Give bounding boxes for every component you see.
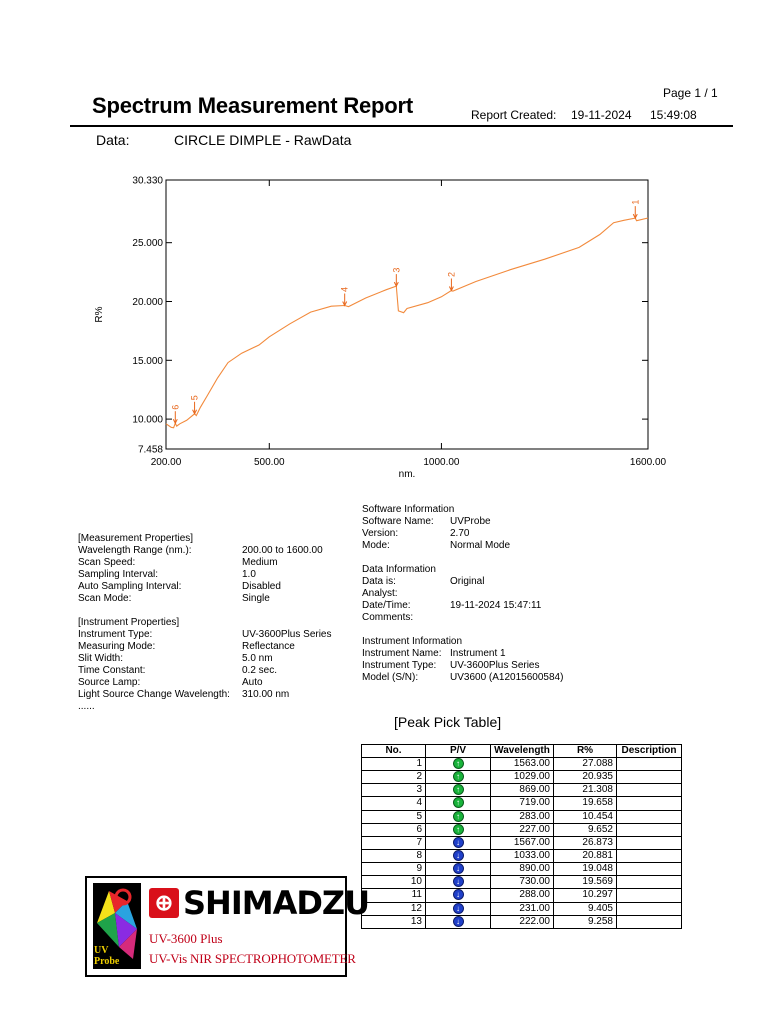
peak-number-label: 1 (630, 199, 641, 205)
peak-up-icon: ↑ (453, 811, 464, 822)
data-info-heading: Data Information (362, 564, 436, 575)
peak-up-icon: ↑ (453, 797, 464, 808)
more-properties-ellipsis: ...... (78, 701, 95, 712)
data-info-key: Date/Time: (362, 600, 411, 611)
instrument-properties-heading: [Instrument Properties] (78, 617, 180, 628)
peak-no-cell: 6 (362, 823, 426, 836)
measurement-property-value: Medium (242, 557, 278, 568)
software-info-value: Normal Mode (450, 540, 511, 551)
instrument-properties-list (78, 629, 348, 701)
peak-wavelength-cell: 1567.00 (491, 836, 554, 849)
peak-no-cell: 12 (362, 902, 426, 915)
peak-r-cell: 9.258 (554, 915, 617, 928)
peak-r-cell: 20.881 (554, 849, 617, 862)
peak-no-cell: 9 (362, 863, 426, 876)
peak-table-row (362, 889, 682, 902)
peak-description-cell (617, 915, 682, 928)
measurement-property-value: Single (242, 593, 270, 604)
instrument-property-key: Instrument Type: (78, 629, 153, 640)
peak-wavelength-cell: 869.00 (491, 784, 554, 797)
instrument-property-key: Time Constant: (78, 665, 146, 676)
info-block (362, 504, 602, 684)
peak-table-row (362, 849, 682, 862)
instrument-property-key: Slit Width: (78, 653, 124, 664)
peak-description-cell (617, 849, 682, 862)
peak-wavelength-cell: 283.00 (491, 810, 554, 823)
data-name-value: CIRCLE DIMPLE - RawData (174, 132, 352, 148)
peak-table-row (362, 784, 682, 797)
software-info-key: Software Name: (362, 516, 434, 527)
measurement-property-key: Scan Mode: (78, 593, 132, 604)
peak-no-cell: 10 (362, 876, 426, 889)
instrument-model-label: UV-3600 Plus (149, 931, 223, 946)
measurement-property-key: Wavelength Range (nm.): (78, 545, 192, 556)
y-tick-label: 7.458 (137, 444, 163, 456)
instrument-property-key: Light Source Change Wavelength: (78, 689, 230, 700)
measurement-property-value: 1.0 (242, 569, 256, 580)
peak-wavelength-cell: 222.00 (491, 915, 554, 928)
peak-no-cell: 2 (362, 771, 426, 784)
software-info-key: Mode: (362, 540, 390, 551)
instrument-info-heading: Instrument Information (362, 636, 463, 647)
valley-down-icon: ↓ (453, 876, 464, 887)
data-info-row (362, 576, 602, 588)
x-tick-label: 1600.00 (629, 457, 667, 468)
properties-block (78, 533, 348, 713)
peak-table-row (362, 915, 682, 928)
axis-ticks (132, 176, 666, 469)
page-number: Page 1 / 1 (663, 86, 718, 100)
peak-up-icon: ↑ (453, 784, 464, 795)
peak-no-cell: 11 (362, 889, 426, 902)
peak-type-cell (426, 876, 491, 889)
peak-r-cell: 19.048 (554, 863, 617, 876)
instrument-info-key: Instrument Type: (362, 660, 437, 671)
instrument-property-row (78, 653, 348, 665)
peak-description-cell (617, 771, 682, 784)
shimadzu-logo-panel (85, 876, 370, 977)
instrument-info-value: UV3600 (A12015600584) (450, 672, 564, 683)
peak-type-cell (426, 823, 491, 836)
measurement-property-key: Sampling Interval: (78, 569, 159, 580)
instrument-property-value: 310.00 nm (242, 689, 290, 700)
shimadzu-wordmark: SHIMADZU (183, 884, 370, 922)
software-info-heading: Software Information (362, 504, 455, 515)
peak-table-row (362, 771, 682, 784)
peak-wavelength-cell: 231.00 (491, 902, 554, 915)
instrument-property-row (78, 629, 348, 641)
instrument-info-key: Model (S/N): (362, 672, 419, 683)
peak-table-row (362, 823, 682, 836)
measurement-properties-heading: [Measurement Properties] (78, 533, 194, 544)
instrument-property-value: Auto (242, 677, 263, 688)
peak-type-cell (426, 797, 491, 810)
valley-down-icon: ↓ (453, 863, 464, 874)
data-info-value: 19-11-2024 15:47:11 (450, 600, 542, 611)
instrument-info-key: Instrument Name: (362, 648, 442, 659)
peak-number-label: 3 (391, 267, 402, 273)
measurement-property-value: 200.00 to 1600.00 (242, 545, 323, 556)
x-axis-label: nm. (398, 469, 416, 480)
valley-down-icon: ↓ (453, 850, 464, 861)
instrument-property-row (78, 677, 348, 689)
data-info-key: Comments: (362, 612, 414, 623)
measurement-properties-list (78, 545, 348, 605)
peak-wavelength-cell: 1029.00 (491, 771, 554, 784)
peak-type-cell (426, 771, 491, 784)
y-tick-label: 20.000 (132, 296, 163, 308)
plot-frame (166, 180, 648, 449)
peak-no-cell: 3 (362, 784, 426, 797)
uvprobe-logo-text: UV Probe (94, 945, 120, 967)
col-no-header: No. (362, 745, 426, 758)
peak-r-cell: 26.873 (554, 836, 617, 849)
peak-table-title: [Peak Pick Table] (394, 714, 502, 730)
data-info-key: Data is: (362, 576, 396, 587)
instrument-info-row (362, 660, 602, 672)
y-tick-label: 15.000 (132, 355, 163, 367)
peak-r-cell: 20.935 (554, 771, 617, 784)
peak-description-cell (617, 863, 682, 876)
measurement-property-row (78, 581, 348, 593)
peak-no-cell: 8 (362, 849, 426, 862)
peak-type-cell (426, 863, 491, 876)
peak-wavelength-cell: 227.00 (491, 823, 554, 836)
plot-border (166, 180, 648, 449)
x-tick-label: 500.00 (253, 457, 285, 468)
peak-number-label: 4 (339, 287, 350, 293)
report-created-time: 15:49:08 (650, 108, 697, 122)
measurement-property-key: Scan Speed: (78, 557, 136, 568)
shimadzu-mark-icon: ⊕ (149, 888, 179, 918)
data-info-value: Original (450, 576, 485, 587)
peak-type-cell (426, 889, 491, 902)
report-title: Spectrum Measurement Report (92, 93, 414, 118)
instrument-property-row (78, 665, 348, 677)
col-r-header: R% (554, 745, 617, 758)
peak-r-cell: 9.405 (554, 902, 617, 915)
data-info-row (362, 588, 602, 600)
valley-down-icon: ↓ (453, 889, 464, 900)
instrument-property-value: Reflectance (242, 641, 295, 652)
peak-no-cell: 13 (362, 915, 426, 928)
peak-no-cell: 1 (362, 758, 426, 771)
peak-wavelength-cell: 890.00 (491, 863, 554, 876)
peak-table-row (362, 810, 682, 823)
peak-no-cell: 4 (362, 797, 426, 810)
measurement-property-row (78, 569, 348, 581)
y-axis-label: R% (94, 306, 105, 323)
valley-down-icon: ↓ (453, 837, 464, 848)
peak-type-cell (426, 849, 491, 862)
peak-description-cell (617, 902, 682, 915)
peak-description-cell (617, 784, 682, 797)
measurement-property-value: Disabled (242, 581, 281, 592)
measurement-property-row (78, 593, 348, 605)
data-info-list (362, 576, 602, 624)
valley-down-icon: ↓ (453, 916, 464, 927)
software-info-value: UVProbe (450, 516, 491, 527)
x-tick-label: 200.00 (150, 457, 182, 468)
col-pv-header: P/V (426, 745, 491, 758)
peak-r-cell: 9.652 (554, 823, 617, 836)
instrument-product-label: UV-Vis NIR SPECTROPHOTOMETER (149, 951, 356, 966)
peak-r-cell: 10.454 (554, 810, 617, 823)
peak-table-row (362, 797, 682, 810)
measurement-property-row (78, 545, 348, 557)
instrument-property-value: 5.0 nm (242, 653, 273, 664)
peak-description-cell (617, 758, 682, 771)
col-description-header: Description (617, 745, 682, 758)
data-info-key: Analyst: (362, 588, 398, 599)
col-wavelength-header: Wavelength (491, 745, 554, 758)
peak-description-cell (617, 836, 682, 849)
software-info-key: Version: (362, 528, 399, 539)
peak-table-row (362, 758, 682, 771)
peak-r-cell: 21.308 (554, 784, 617, 797)
instrument-property-value: 0.2 sec. (242, 665, 278, 676)
peak-table-row (362, 836, 682, 849)
peak-wavelength-cell: 730.00 (491, 876, 554, 889)
peak-type-cell (426, 810, 491, 823)
peak-wavelength-cell: 1033.00 (491, 849, 554, 862)
y-tick-label: 10.000 (132, 414, 163, 426)
peak-type-cell (426, 902, 491, 915)
peak-number-label: 2 (446, 271, 457, 278)
valley-down-icon: ↓ (453, 903, 464, 914)
instrument-info-value: UV-3600Plus Series (450, 660, 540, 671)
peak-r-cell: 19.569 (554, 876, 617, 889)
data-info-row (362, 612, 602, 624)
peak-wavelength-cell: 719.00 (491, 797, 554, 810)
uvprobe-logo-art (93, 883, 141, 969)
peak-wavelength-cell: 1563.00 (491, 758, 554, 771)
x-tick-label: 1000.00 (423, 457, 460, 468)
peak-r-cell: 10.297 (554, 889, 617, 902)
instrument-info-value: Instrument 1 (450, 648, 506, 659)
y-tick-label: 30.330 (132, 175, 163, 187)
y-tick-label: 25.000 (132, 238, 163, 250)
data-label: Data: (96, 132, 130, 148)
spectrum-trace (166, 218, 648, 428)
peak-type-cell (426, 836, 491, 849)
peak-description-cell (617, 810, 682, 823)
peak-table-row (362, 876, 682, 889)
peak-type-cell (426, 784, 491, 797)
peak-no-cell: 7 (362, 836, 426, 849)
peak-description-cell (617, 797, 682, 810)
spectrum-line (166, 218, 648, 428)
report-created-date: 19-11-2024 (571, 108, 632, 122)
peak-table-header-row (362, 745, 682, 758)
data-info-row (362, 600, 602, 612)
peak-number-label: 5 (189, 395, 200, 401)
peak-table-body (362, 758, 682, 929)
instrument-property-key: Source Lamp: (78, 677, 141, 688)
instrument-info-list (362, 648, 602, 684)
peak-description-cell (617, 876, 682, 889)
software-info-value: 2.70 (450, 528, 470, 539)
measurement-property-row (78, 557, 348, 569)
peak-wavelength-cell: 288.00 (491, 889, 554, 902)
peak-pick-table (361, 744, 682, 929)
peak-up-icon: ↑ (453, 824, 464, 835)
software-info-row (362, 528, 602, 540)
measurement-property-key: Auto Sampling Interval: (78, 581, 182, 592)
software-info-list (362, 516, 602, 552)
peak-up-icon: ↑ (453, 771, 464, 782)
peak-table-row (362, 863, 682, 876)
peak-type-cell (426, 758, 491, 771)
peak-no-cell: 5 (362, 810, 426, 823)
peak-number-label: 6 (170, 404, 181, 410)
spectrum-chart (0, 0, 768, 490)
software-info-row (362, 540, 602, 552)
instrument-property-row (78, 689, 348, 701)
peak-r-cell: 27.088 (554, 758, 617, 771)
peak-description-cell (617, 889, 682, 902)
peak-up-icon: ↑ (453, 758, 464, 769)
peak-r-cell: 19.658 (554, 797, 617, 810)
instrument-property-key: Measuring Mode: (78, 641, 156, 652)
instrument-info-row (362, 648, 602, 660)
software-info-row (362, 516, 602, 528)
peak-type-cell (426, 915, 491, 928)
peak-description-cell (617, 823, 682, 836)
report-created-label: Report Created: (471, 108, 557, 122)
instrument-info-row (362, 672, 602, 684)
instrument-property-value: UV-3600Plus Series (242, 629, 332, 640)
instrument-property-row (78, 641, 348, 653)
peak-table-row (362, 902, 682, 915)
